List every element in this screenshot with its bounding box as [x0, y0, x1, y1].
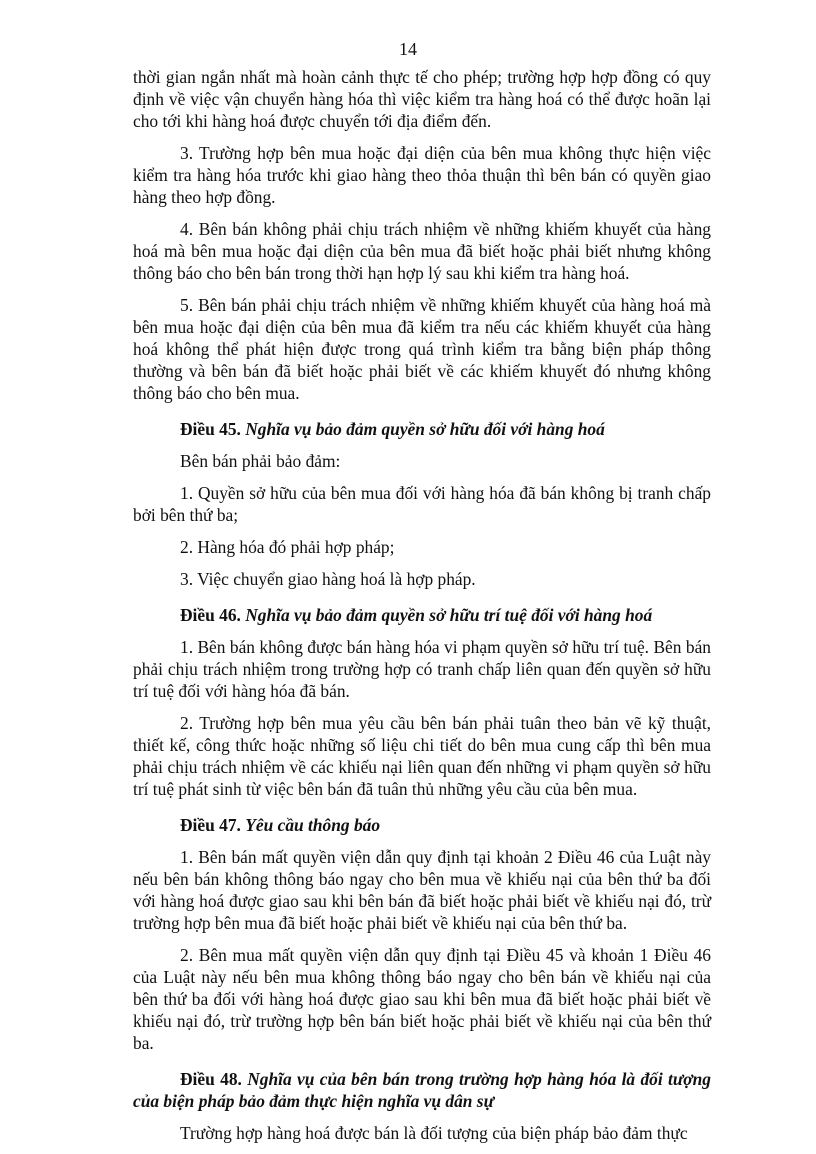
paragraph: 2. Trường hợp bên mua yêu cầu bên bán phải tuân theo bản vẽ kỹ thuật, thiết kế, công thức hoặc những số liệu chi tiết do bên mua cung cấp thì bên mua phải chịu trách nhiệm về các khiếu nại liên quan đến những vi phạm quyền sở hữu trí tuệ phát sinh từ việc bên bán đã tuân thủ những yêu cầu của bên mua.: [133, 713, 711, 799]
document-body: [133, 66, 711, 1154]
article-title: Nghĩa vụ của bên bán trong trường hợp hàng hóa là đối tượng của biện pháp bảo đảm thực hiện nghĩa vụ dân sự: [133, 1069, 711, 1111]
paragraph: 1. Bên bán mất quyền viện dẫn quy định tại khoản 2 Điều 46 của Luật này nếu bên bán không thông báo ngay cho bên mua về khiếu nại của bên thứ ba đối với hàng hoá được giao sau khi bên bán đã biết hoặc phải biết về khiếu nại đó, trừ trường hợp bên mua đã biết hoặc phải biết về khiếu nại của bên thứ ba.: [133, 847, 711, 933]
article-number: Điều 48.: [180, 1069, 242, 1089]
paragraph: Bên bán phải bảo đảm:: [180, 451, 341, 471]
article-number: Điều 47.: [180, 815, 241, 835]
article-heading: [133, 1068, 711, 1112]
paragraph: 2. Hàng hóa đó phải hợp pháp;: [180, 537, 395, 557]
article-title: Nghĩa vụ bảo đảm quyền sở hữu trí tuệ đối với hàng hoá: [245, 605, 653, 625]
article-number: Điều 45.: [180, 419, 241, 439]
paragraph: 2. Bên mua mất quyền viện dẫn quy định tại Điều 45 và khoản 1 Điều 46 của Luật này nếu bên mua không thông báo ngay cho bên bán về khiếu nại của bên thứ ba đối với hàng hoá được giao sau khi bên mua đã biết hoặc phải biết về khiếu nại đó, trừ trường hợp bên bán biết hoặc phải biết về khiếu nại của bên thứ ba.: [133, 945, 711, 1053]
paragraph: thời gian ngắn nhất mà hoàn cảnh thực tế cho phép; trường hợp hợp đồng có quy định về việc vận chuyển hàng hóa thì việc kiểm tra hàng hoá có thể được hoãn lại cho tới khi hàng hoá được chuyển tới địa điểm đến.: [133, 67, 711, 131]
paragraph: Trường hợp hàng hoá được bán là đối tượng của biện pháp bảo đảm thực: [180, 1123, 688, 1143]
paragraph: 5. Bên bán phải chịu trách nhiệm về những khiếm khuyết của hàng hoá mà bên mua hoặc đại diện của bên mua đã kiểm tra nếu các khiếm khuyết của hàng hoá không thể phát hiện được trong quá trình kiểm tra bằng biện pháp thông thường và bên bán đã biết hoặc phải biết về các khiếm khuyết đó nhưng không thông báo cho bên mua.: [133, 295, 711, 403]
article-title: Nghĩa vụ bảo đảm quyền sở hữu đối với hàng hoá: [245, 419, 605, 439]
paragraph: 4. Bên bán không phải chịu trách nhiệm về những khiếm khuyết của hàng hoá mà bên mua hoặc đại diện của bên mua đã biết hoặc phải biết nhưng không thông báo cho bên bán trong thời hạn hợp lý sau khi kiểm tra hàng hoá.: [133, 219, 711, 283]
paragraph: 1. Quyền sở hữu của bên mua đối với hàng hóa đã bán không bị tranh chấp bởi bên thứ ba;: [133, 483, 711, 525]
article-heading: [133, 814, 711, 836]
article-heading: [133, 604, 711, 626]
paragraph: 3. Trường hợp bên mua hoặc đại diện của bên mua không thực hiện việc kiểm tra hàng hóa trước khi giao hàng theo thỏa thuận thì bên bán có quyền giao hàng theo hợp đồng.: [133, 143, 711, 207]
article-heading: [133, 418, 711, 440]
paragraph: 3. Việc chuyển giao hàng hoá là hợp pháp.: [180, 569, 476, 589]
paragraph: 1. Bên bán không được bán hàng hóa vi phạm quyền sở hữu trí tuệ. Bên bán phải chịu trách nhiệm trong trường hợp có tranh chấp liên quan đến quyền sở hữu trí tuệ đối với hàng hóa đã bán.: [133, 637, 711, 701]
article-number: Điều 46.: [180, 605, 241, 625]
article-title: Yêu cầu thông báo: [245, 815, 381, 835]
page-number: 14: [399, 39, 417, 59]
